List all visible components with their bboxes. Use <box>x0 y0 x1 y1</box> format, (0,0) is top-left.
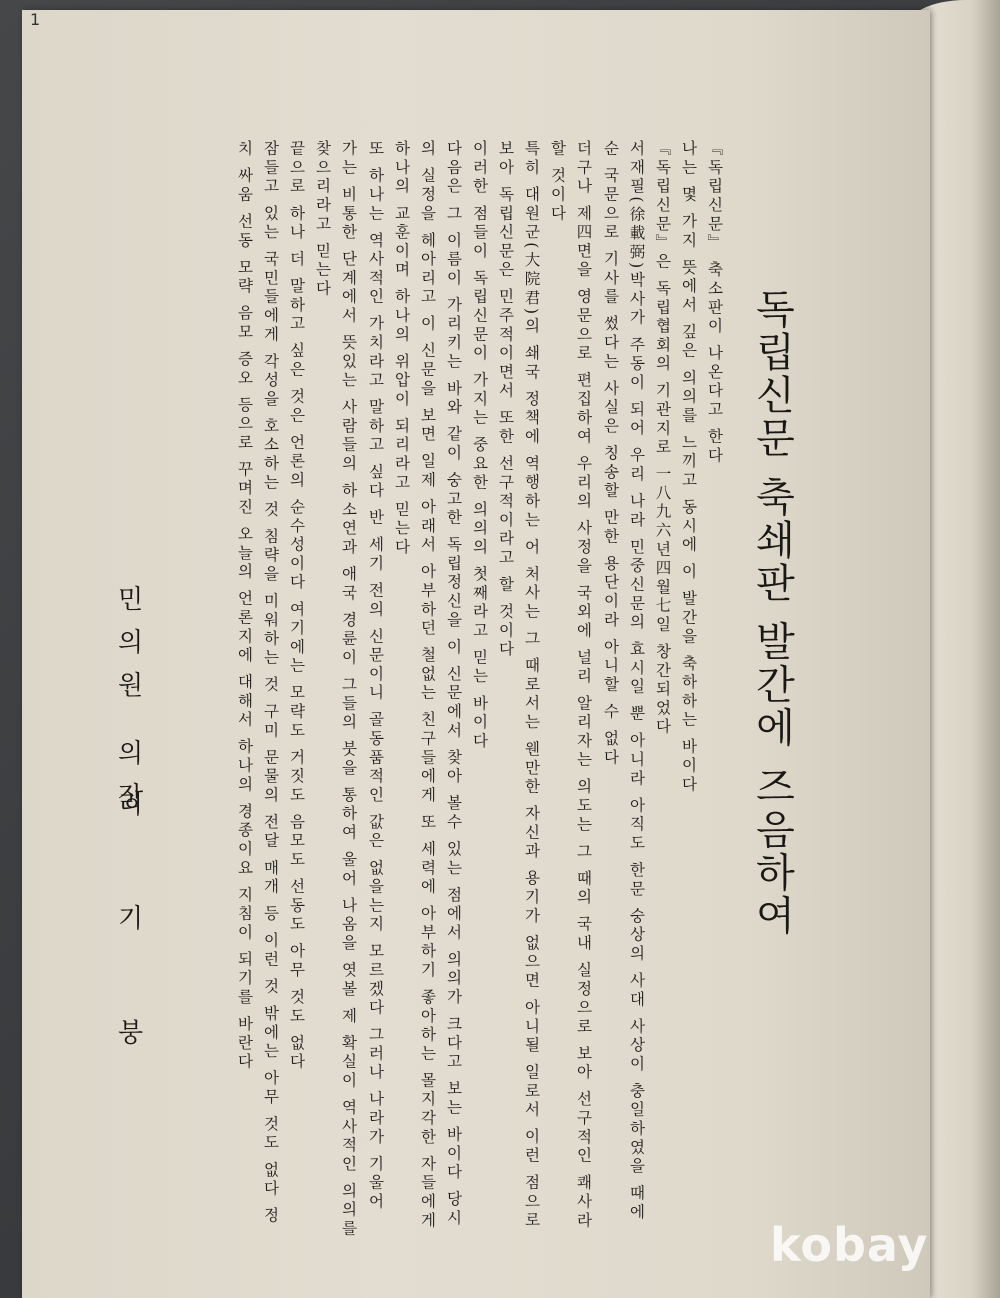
page-title: 독립신문 축쇄판 발간에 즈음하여 <box>749 288 795 938</box>
text-column: 의 실정을 헤아리고 이 신문을 보면 일제 아래서 아부하던 철없는 친구들에게 또 세력에 아부하기 좋아하는 몰지각한 자들에게 <box>418 140 437 1231</box>
text-column: 서재필(徐載弼)박사가 주동이 되어 우리 나라 민중신문의 효시일 뿐 아니라 아직도 한문 숭상의 사대 사상이 충일하였을 때에 <box>627 140 646 1223</box>
watermark-logo: kobay <box>770 1218 929 1272</box>
text-column: 치 싸움 선동 모략 음모 증오 등으로 꾸며진 오늘의 언론지에 대해서 하나의 경종이요 지침이 되기를 바란다 <box>235 140 254 1072</box>
text-column: 잠들고 있는 국민들에게 각성을 호소하는 것 침략을 미워하는 것 구미 문물의 전달 매개 등 이런 것 밖에는 아무 것도 없다 정 <box>261 140 280 1226</box>
text-column: 찾으리라고 믿는다 <box>313 140 332 299</box>
text-column: 이러한 점들이 독립신문이 가지는 중요한 의의의 첫째라고 믿는 바이다 <box>470 140 489 752</box>
text-column: 할 것이다 <box>548 140 567 224</box>
text-column: 하나의 교훈이며 하나의 위압이 되리라고 믿는다 <box>392 140 411 558</box>
text-column: 끝으로 하나 더 말하고 싶은 것은 언론의 순수성이다 여기에는 모략도 거짓도 음모도 선동도 아무 것도 없다 <box>287 140 306 1072</box>
text-column: 또 하나는 역사적인 가치라고 말하고 싶다 반 세기 전의 신문이니 골동품적인 값은 없을는지 모르겠다 그러나 나라가 기울어 <box>366 140 385 1212</box>
author-name: 리 기 붕 <box>113 790 143 1085</box>
page-number: 1 <box>30 10 41 29</box>
text-column: 가는 비통한 단계에서 뜻있는 사람들의 하소연과 애국 경륜이 그들의 붓을 통하여 울어 나옴을 엿볼 제 확실이 역사적인 의의를 <box>339 140 358 1239</box>
bleed-through-shadow <box>185 340 231 1060</box>
text-column: 더구나 제四면을 영문으로 편집하여 우리의 사정을 국외에 널리 알리자는 의도는 그 때의 국내 실정으로 보아 선구적인 쾌사라 <box>574 140 593 1231</box>
text-column: 다음은 그 이름이 가리키는 바와 같이 숭고한 독립정신을 이 신문에서 찾아 볼수 있는 점에서 의의가 크다고 보는 바이다 당시 <box>444 140 463 1229</box>
text-column: 보아 독립신문은 민주적이면서 또한 선구적이라고 할 것이다 <box>496 140 515 660</box>
author-title: 민의원 의장 <box>113 585 143 826</box>
text-column: 『독립신문』 축소판이 나온다고 한다 <box>705 140 724 466</box>
text-column: 나는 몇 가지 뜻에서 깊은 의의를 느끼고 동시에 이 발간을 축하하는 바이다 <box>679 140 698 795</box>
text-column: 순 국문으로 기사를 썼다는 사실은 칭송할 만한 용단이라 아니할 수 없다 <box>601 140 620 768</box>
text-column: 특히 대원군(大院君)의 쇄국 정책에 역행하는 어 처사는 그 때로서는 웬만한 자신과 용기가 없으면 아니될 일로서 이런 점으로 <box>522 140 541 1231</box>
text-column: 『독립신문』은 독립협회의 기관지로 一八九六년四월七일 창간되었다 <box>653 140 672 737</box>
